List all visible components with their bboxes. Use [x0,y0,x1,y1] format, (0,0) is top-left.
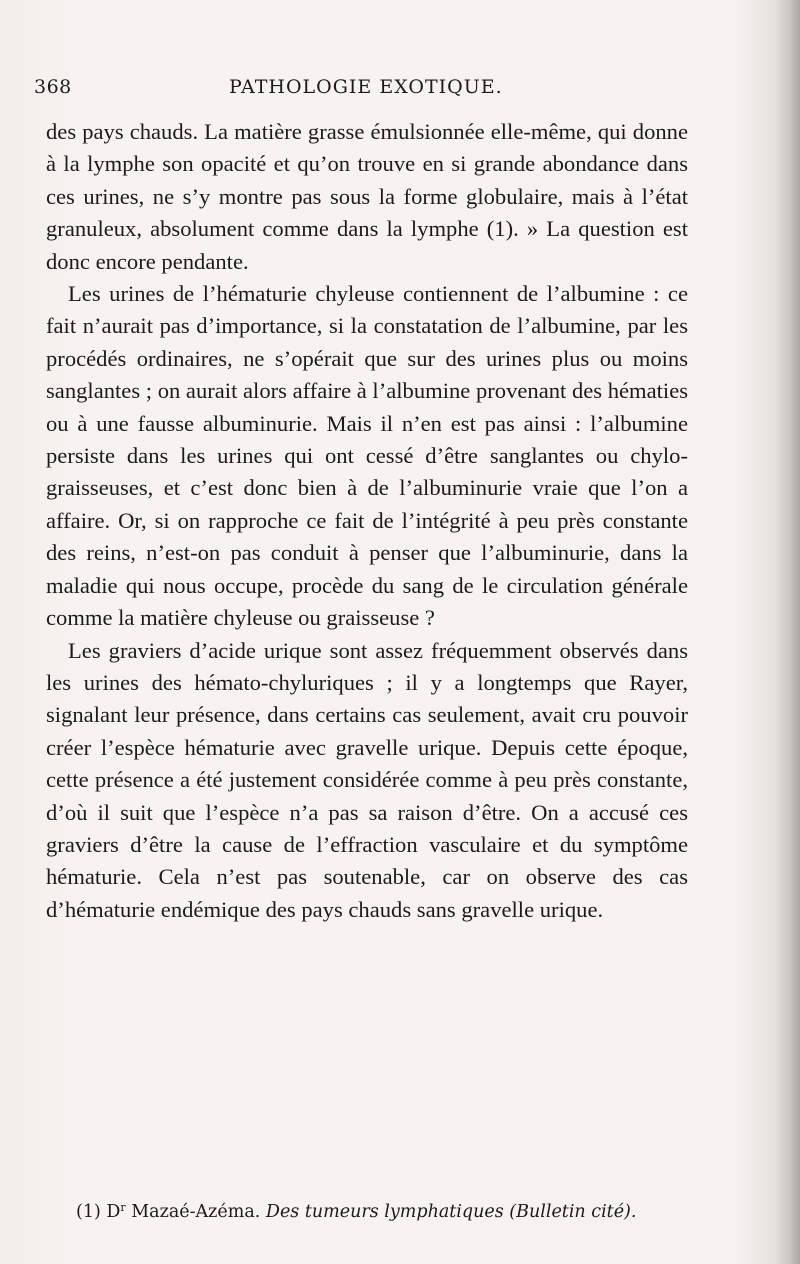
footnote-author: Mazaé-Azéma. [131,1202,261,1222]
paragraph-1: des pays chauds. La matière grasse émulsionnée elle-même, qui donne à la lymphe son opacité et qu’on trouve en si grande abondance dans ces urines, ne s’y montre pas sous la forme globulaire, mais à l’état granuleux, absolument comme dans la lymphe (1). » La question est donc encore pendante. [46,119,688,274]
running-title: PATHOLOGIE EXOTIQUE. [229,76,503,98]
paragraph-3: Les graviers d’acide urique sont assez fréquemment observés dans les urines des hémato-chyluriques ; il y a longtemps que Rayer, signalant leur présence, dans certains cas seulement, avait cru pouvoir créer l’espèce hématurie avec gravelle urique. Depuis cette époque, cette présence a été justement considérée comme à peu près constante, d’où il suit que l’espèce n’a pas sa raison d’être. On a accusé ces graviers d’être la cause de l’effraction vasculaire et du symptôme hématurie. Cela n’est pas soutenable, car on observe des cas d’hématurie endémique des pays chauds sans gravelle urique. [46,637,688,922]
footnote-marker: (1) [76,1202,101,1222]
page-header [34,76,694,104]
page-edge-shadow [774,0,800,1264]
footnote-author-sup: r [120,1201,126,1214]
page-number: 368 [34,76,72,98]
footnote-work: Des tumeurs lymphatiques [265,1202,504,1222]
footnote-author-prefix: D [106,1202,121,1222]
footnote-source: (Bulletin cité). [509,1202,637,1222]
footnote [76,1196,696,1224]
paragraph-2: Les urines de l’hématurie chyleuse contiennent de l’albumine : ce fait n’aurait pas d’importance, si la constatation de l’albumine, par les procédés ordinaires, ne s’opérait que sur des urines plus ou moins sanglantes ; on aurait alors affaire à l’albumine provenant des hématies ou à une fausse albuminurie. Mais il n’en est pas ainsi : l’albumine persiste dans les urines qui ont cessé d’être sanglantes ou chylo-graisseuses, et c’est donc bien à de l’albuminurie vraie que l’on a affaire. Or, si on rapproche ce fait de l’intégrité à peu près constante des reins, n’est-on pas conduit à penser que l’albuminurie, dans la maladie qui nous occupe, procède du sang de le circulation générale comme la matière chyleuse ou graisseuse ? [46,281,689,631]
body-text [46,116,688,926]
